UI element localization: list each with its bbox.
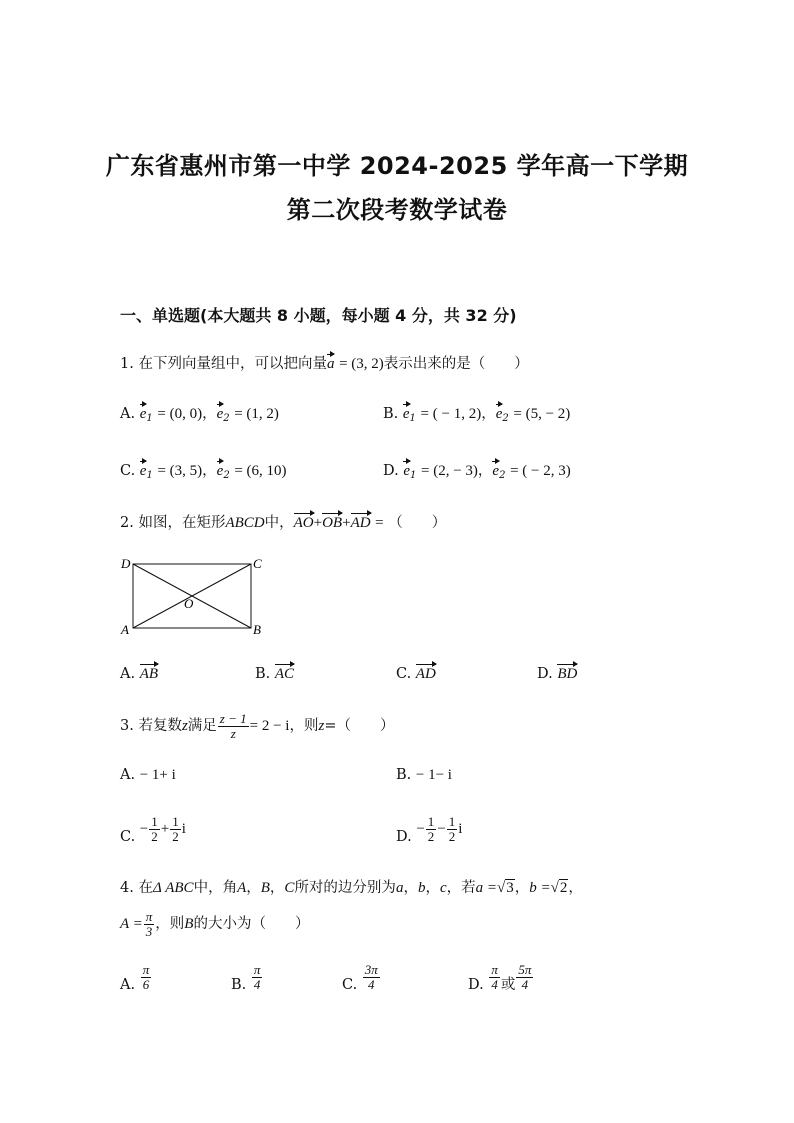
vector-a: a (326, 356, 335, 372)
vector-e1: e (403, 463, 410, 479)
question-3: 3. 若复数z满足 $\frac{z - 1}{z}$ = 2 − i，则z=（ ） (120, 711, 395, 741)
question-2: 2. 如图，在矩形ABCD中，AO+OB+AD = （ ） (120, 515, 447, 531)
vector-e1: e (139, 463, 147, 479)
fraction: $\frac{z - 1}{z}$ (219, 711, 247, 741)
option-label: C. (120, 829, 136, 846)
vector-ac: AC (274, 666, 295, 682)
option-label: D. (468, 977, 484, 994)
vector-e2: e (216, 463, 224, 479)
question-number: 4. (120, 880, 134, 896)
option-label: D. (396, 829, 412, 846)
vector-ad: AD (415, 666, 436, 682)
question-stem: 表示出来的是（ ） (383, 356, 529, 372)
sqrt-3: √3 (496, 880, 514, 896)
section-heading: 一、单选题(本大题共 8 小题，每小题 4 分，共 32 分) (120, 306, 517, 325)
option-label: D. (383, 463, 399, 479)
rectangle-figure (115, 552, 275, 640)
center-label-o: O (184, 596, 194, 611)
vector-e1: e (402, 406, 410, 422)
question-stem: 在下列向量组中，可以把向量 (138, 356, 327, 372)
q1-option-d[interactable]: D. $e_1 = (2$, − 3)，$e_2$ = ( − 2, 3) (383, 463, 571, 481)
question-number: 2. (120, 515, 134, 531)
q3-option-a[interactable]: A. − 1+ i (120, 767, 176, 783)
q2-option-a[interactable] (120, 666, 158, 683)
option-label: A. (120, 666, 136, 682)
option-label: A. (120, 767, 136, 783)
q4-option-b[interactable]: B. $\frac{\pi}{4}$ (231, 962, 261, 994)
option-label: B. (383, 406, 399, 422)
question-stem: 如图，在矩形 (138, 515, 226, 531)
question-4: 4. 在Δ ABC中，角A，B，C所对的边分别为a，b，c，若a =√3，b =√2， (120, 880, 583, 896)
q4-option-d[interactable]: D. $\frac{\pi}{4}$ 或 $\frac{5\pi}{4}$ (468, 962, 532, 994)
option-label: A. (120, 406, 136, 422)
vertex-label-b: B (253, 622, 261, 637)
vector-e2: e (216, 406, 224, 422)
question-number: 3. (120, 718, 134, 735)
vector-a-value: = (3, 2) (339, 356, 384, 372)
vector-e1: e (139, 406, 147, 422)
option-label: C. (120, 463, 136, 479)
vector-ao: AO (293, 515, 314, 531)
sqrt-2: √2 (550, 880, 568, 896)
vector-e2: e (492, 463, 500, 479)
option-label: B. (255, 666, 271, 682)
q2-option-b[interactable] (255, 666, 294, 683)
document-title-line1: 广东省惠州市第一中学 2024-2025 学年高一下学期 (105, 152, 689, 180)
option-label: C. (396, 666, 412, 682)
option-label: B. (396, 767, 412, 783)
vector-ad: AD (350, 515, 371, 531)
vertex-label-c: C (253, 556, 262, 571)
option-label: B. (231, 977, 247, 994)
q4-option-a[interactable]: A. $\frac{\pi}{6}$ (120, 962, 150, 994)
vector-e2: e (495, 406, 503, 422)
vector-ob: OB (322, 515, 343, 531)
q3-option-c[interactable]: C. − $\frac{1}{2}$ + $\frac{1}{2}$ i (120, 814, 186, 846)
question-1 (120, 352, 529, 373)
rectangle-name: ABCD (225, 515, 265, 531)
question-number: 1. (120, 356, 134, 372)
q2-option-c[interactable] (396, 666, 436, 683)
vertex-label-a: A (121, 622, 129, 637)
q1-option-b[interactable]: B. $e_1$ = ( − 1, 2)，$e_2 = (5$, − 2) (383, 406, 571, 424)
q3-option-d[interactable]: D. − $\frac{1}{2}$ − $\frac{1}{2}$ i (396, 814, 463, 846)
vector-bd: BD (557, 666, 578, 682)
option-label: C. (342, 977, 358, 994)
option-label: D. (537, 666, 553, 682)
vertex-label-d: D (121, 556, 131, 571)
option-label: A. (120, 977, 136, 994)
vector-ab: AB (139, 666, 159, 682)
q3-option-b[interactable]: B. − 1− i (396, 767, 452, 783)
question-4-line2: A = $\frac{\pi}{3}$ ，则B的大小为（ ） (120, 909, 310, 939)
q4-option-c[interactable]: C. $\frac{3\pi}{4}$ (342, 962, 378, 994)
q1-option-c[interactable]: C. $e_1 = (3$, 5)，$e_2 = (6$, 10) (120, 463, 287, 481)
q2-option-d[interactable] (537, 666, 577, 683)
q1-option-a[interactable]: A. $e_1 = (0$, 0)，$e_2 = (1$, 2) (120, 406, 279, 424)
document-title-line2: 第二次段考数学试卷 (286, 196, 508, 224)
